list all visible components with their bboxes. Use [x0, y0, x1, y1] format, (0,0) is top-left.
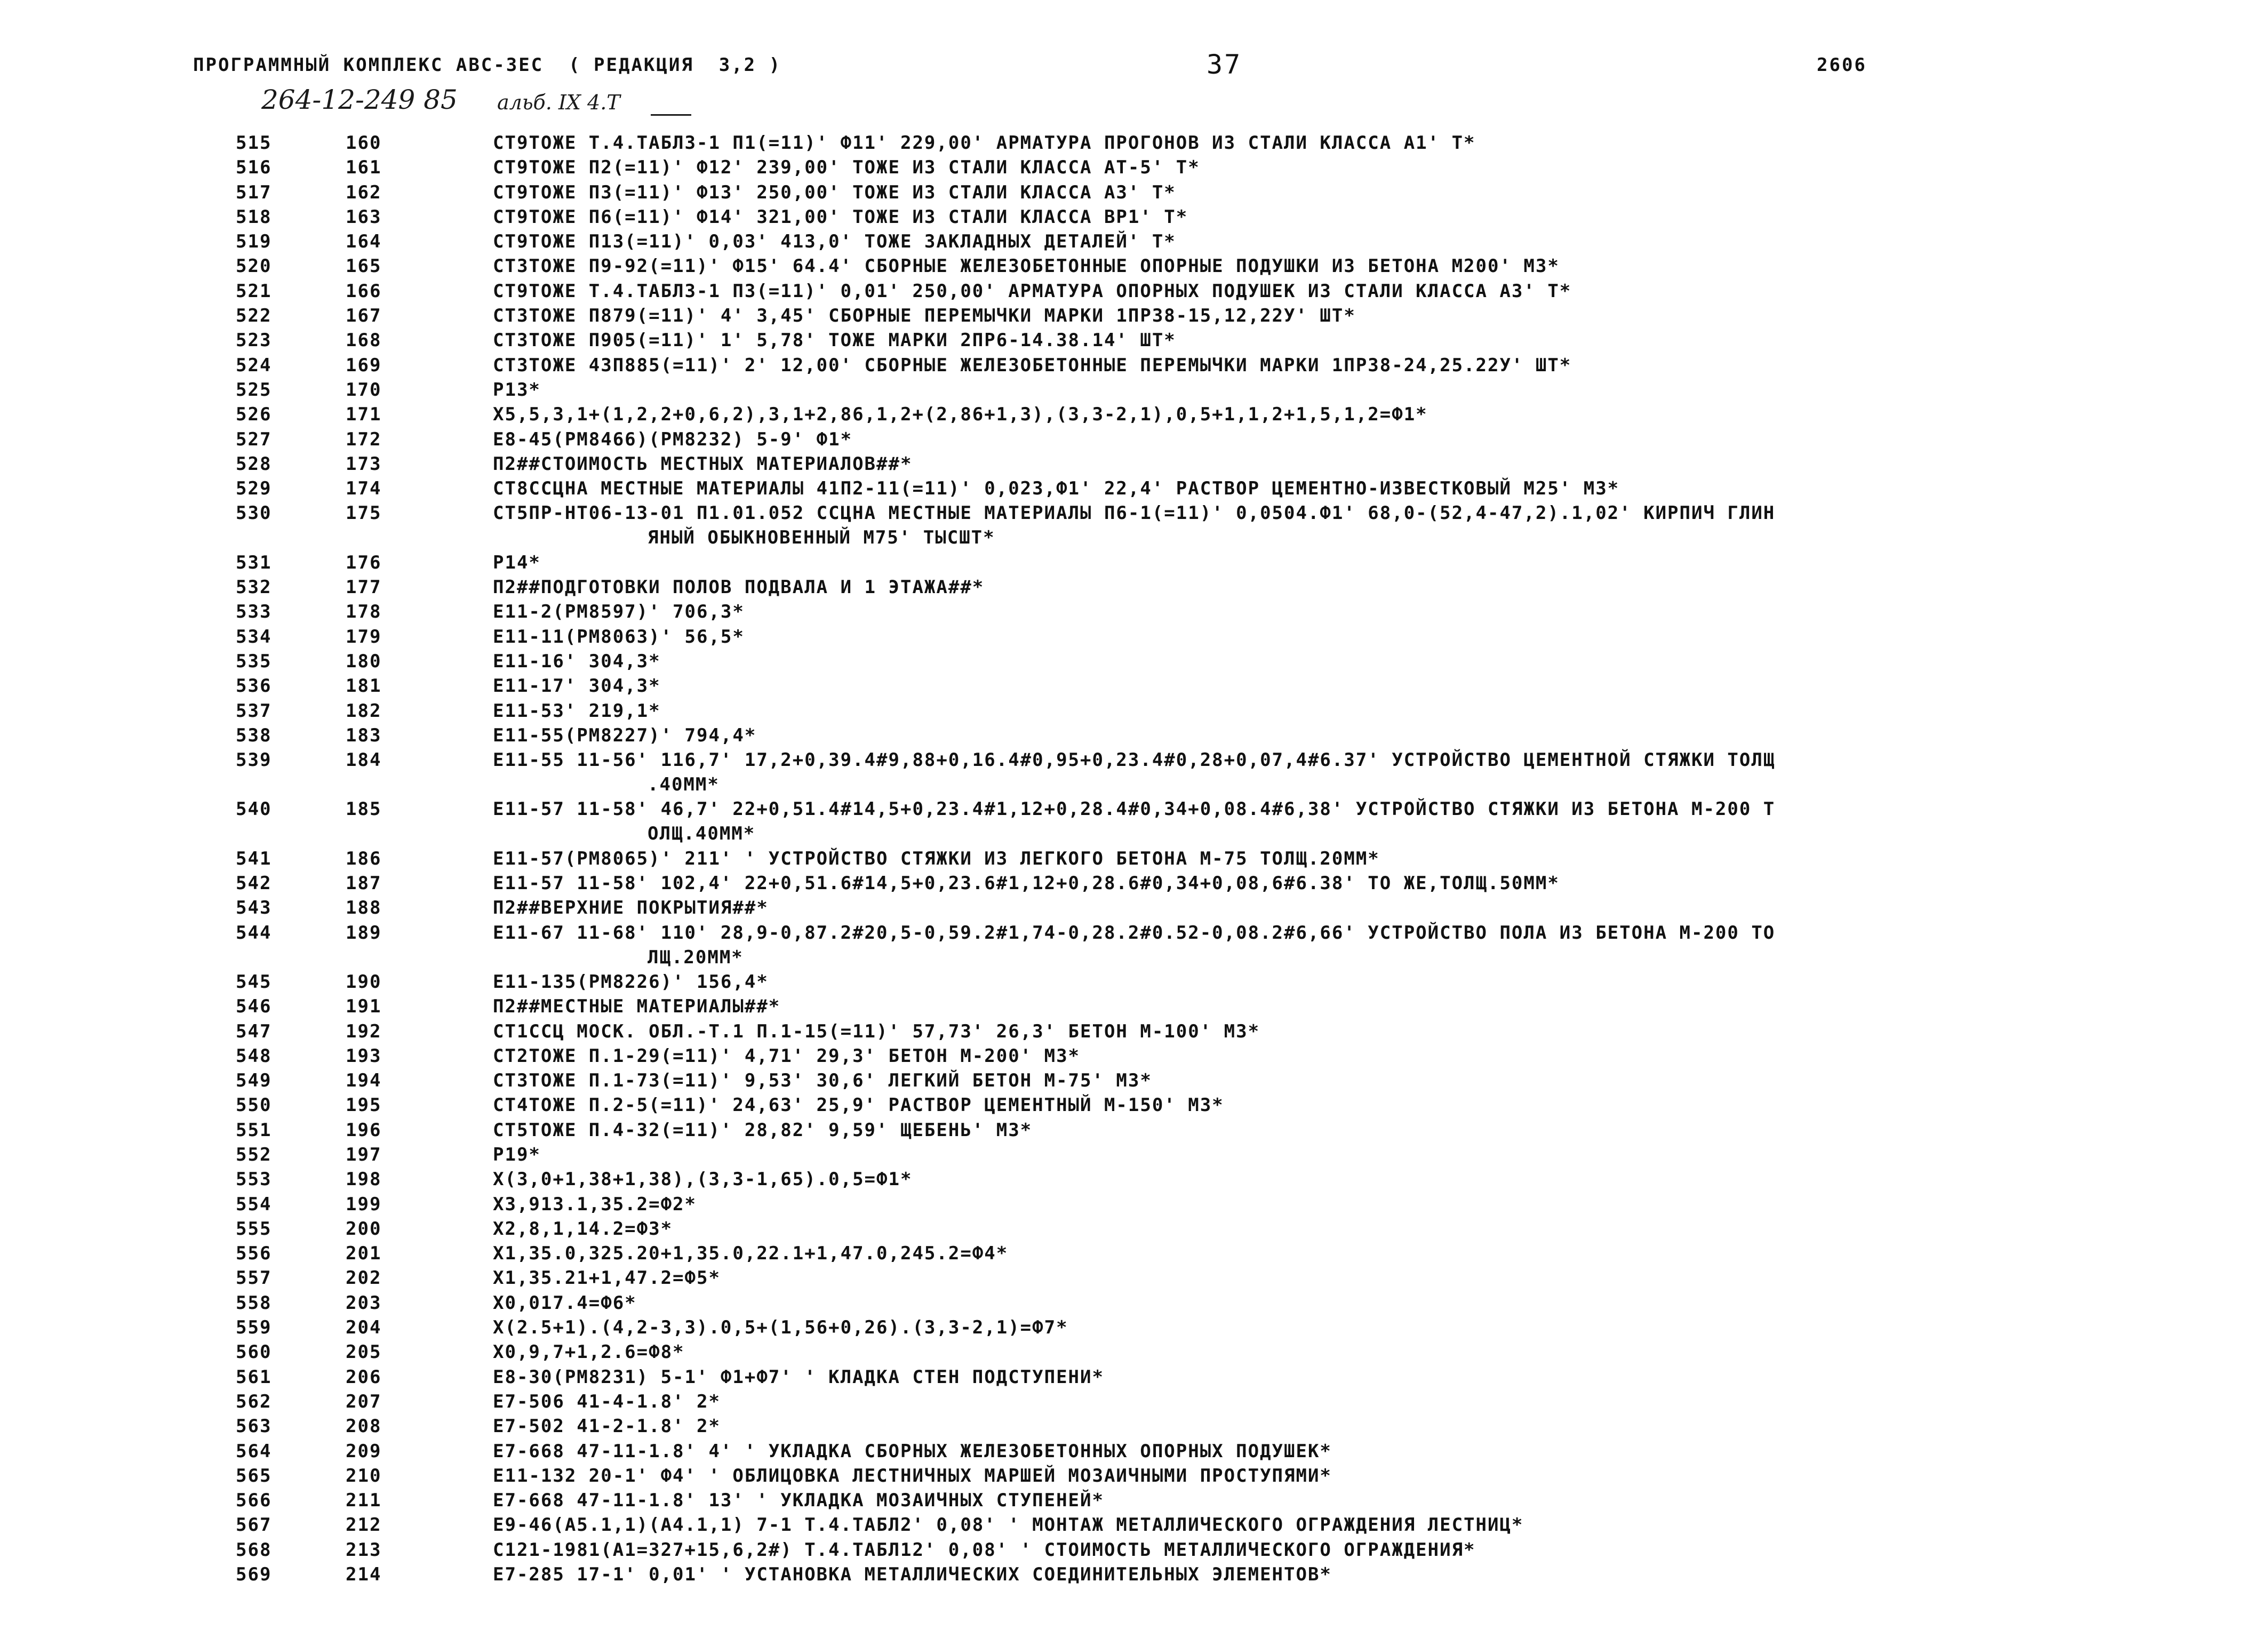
- line-number: 564: [236, 1440, 272, 1462]
- statement-text: СТ9ТОЖЕ П6(=11)' Ф14' 321,00' ТОЖЕ ИЗ СТАЛИ КЛАССА ВР1' Т*: [493, 206, 1188, 228]
- statement-text: Х0,017.4=Ф6*: [493, 1292, 637, 1314]
- statement-text: Х3,913.1,35.2=Ф2*: [493, 1193, 697, 1215]
- statement-number: 180: [346, 650, 382, 672]
- statement-number: 161: [346, 157, 382, 179]
- statement-number: 214: [346, 1564, 382, 1586]
- statement-text: Е11-17' 304,3*: [493, 675, 661, 697]
- statement-text: Е11-53' 219,1*: [493, 700, 661, 722]
- listing-row: [0, 996, 2268, 1020]
- statement-number: 207: [346, 1391, 382, 1412]
- listing-row: [0, 478, 2268, 502]
- line-number: 562: [236, 1391, 272, 1412]
- statement-number: 197: [346, 1144, 382, 1165]
- listing-row: [0, 1441, 2268, 1465]
- statement-number: 199: [346, 1193, 382, 1215]
- statement-number: 164: [346, 231, 382, 253]
- statement-number: 182: [346, 700, 382, 722]
- listing-row: [0, 132, 2268, 157]
- statement-number: 201: [346, 1243, 382, 1265]
- listing-row: [0, 1144, 2268, 1169]
- statement-text: СТ9ТОЖЕ Т.4.ТАБЛ3-1 П3(=11)' 0,01' 250,00' АРМАТУРА ОПОРНЫХ ПОДУШЕК ИЗ СТАЛИ КЛАССА А3' Т*: [493, 280, 1572, 302]
- statement-text-continuation: ЯНЫЙ ОБЫКНОВЕННЫЙ М75' ТЫСШТ*: [648, 527, 995, 549]
- statement-number: 213: [346, 1539, 382, 1561]
- statement-text: Е7-668 47-11-1.8' 13' ' УКЛАДКА МОЗАИЧНЫХ СТУПЕНЕЙ*: [493, 1490, 1104, 1512]
- listing-row: [0, 725, 2268, 749]
- statement-text: Х5,5,3,1+(1,2,2+0,6,2),3,1+2,86,1,2+(2,86+1,3),(3,3-2,1),0,5+1,1,2+1,5,1,2=Ф1*: [493, 404, 1428, 426]
- statement-number: 168: [346, 330, 382, 351]
- listing-row: [0, 749, 2268, 798]
- listing-row: [0, 922, 2268, 971]
- statement-number: 205: [346, 1341, 382, 1363]
- statement-number: 184: [346, 749, 382, 771]
- listing-row: [0, 1465, 2268, 1490]
- listing-row: [0, 1194, 2268, 1218]
- statement-text: СТ3ТОЖЕ П9-92(=11)' Ф15' 64.4' СБОРНЫЕ ЖЕЛЕЗОБЕТОННЫЕ ОПОРНЫЕ ПОДУШКИ ИЗ БЕТОНА М200' М3*: [493, 255, 1560, 277]
- statement-number: 200: [346, 1218, 382, 1240]
- handwritten-album-label: альб. IX 4.T: [497, 91, 620, 114]
- line-number: 544: [236, 922, 272, 944]
- line-number: 556: [236, 1243, 272, 1265]
- line-number: 567: [236, 1514, 272, 1536]
- listing-row: [0, 1514, 2268, 1539]
- line-number: 531: [236, 552, 272, 573]
- statement-text-continuation: ОЛЩ.40ММ*: [648, 823, 756, 845]
- line-number: 540: [236, 798, 272, 820]
- listing-row: [0, 626, 2268, 651]
- statement-number: 204: [346, 1317, 382, 1339]
- statement-text: СТ8ССЦНА МЕСТНЫЕ МАТЕРИАЛЫ 41П2-11(=11)' 0,023,Ф1' 22,4' РАСТВОР ЦЕМЕНТНО-ИЗВЕСТКОВЫЙ М25' М3*: [493, 478, 1620, 500]
- statement-number: 175: [346, 502, 382, 524]
- line-number: 566: [236, 1490, 272, 1512]
- statement-text: Е11-11(РМ8063)' 56,5*: [493, 626, 745, 648]
- listing-row: [0, 281, 2268, 305]
- listing-row: [0, 1341, 2268, 1366]
- program-listing: [0, 132, 2268, 1588]
- listing-row: [0, 355, 2268, 379]
- statement-text: Е11-135(РМ8226)' 156,4*: [493, 971, 769, 993]
- listing-row: [0, 429, 2268, 453]
- listing-row: [0, 897, 2268, 922]
- statement-number: 185: [346, 798, 382, 820]
- listing-row: [0, 404, 2268, 428]
- statement-number: 166: [346, 280, 382, 302]
- listing-row: [0, 848, 2268, 873]
- listing-row: [0, 1391, 2268, 1416]
- line-number: 543: [236, 897, 272, 919]
- line-number: 525: [236, 379, 272, 401]
- statement-number: 170: [346, 379, 382, 401]
- statement-number: 179: [346, 626, 382, 648]
- listing-row: [0, 1416, 2268, 1440]
- statement-text: Е11-16' 304,3*: [493, 650, 661, 672]
- line-number: 559: [236, 1317, 272, 1339]
- statement-text: СТ4ТОЖЕ П.2-5(=11)' 24,63' 25,9' РАСТВОР ЦЕМЕНТНЫЙ М-150' М3*: [493, 1094, 1224, 1116]
- statement-number: 194: [346, 1070, 382, 1092]
- line-number: 546: [236, 996, 272, 1018]
- listing-row: [0, 601, 2268, 626]
- line-number: 568: [236, 1539, 272, 1561]
- statement-text: Х0,9,7+1,2.6=Ф8*: [493, 1341, 685, 1363]
- statement-number: 209: [346, 1440, 382, 1462]
- line-number: 519: [236, 231, 272, 253]
- line-number: 542: [236, 873, 272, 894]
- statement-number: 174: [346, 478, 382, 500]
- listing-row: [0, 305, 2268, 330]
- handwritten-underline: [651, 114, 691, 116]
- statement-number: 189: [346, 922, 382, 944]
- line-number: 560: [236, 1341, 272, 1363]
- line-number: 537: [236, 700, 272, 722]
- line-number: 535: [236, 650, 272, 672]
- statement-text: П2##ВЕРХНИЕ ПОКРЫТИЯ##*: [493, 897, 769, 919]
- statement-text-continuation: ЛЩ.20ММ*: [648, 946, 744, 968]
- line-number: 529: [236, 478, 272, 500]
- listing-row: [0, 1120, 2268, 1144]
- statement-number: 176: [346, 552, 382, 573]
- statement-text: СТ3ТОЖЕ 43П885(=11)' 2' 12,00' СБОРНЫЕ ЖЕЛЕЗОБЕТОННЫЕ ПЕРЕМЫЧКИ МАРКИ 1ПР38-24,25.22У' ШТ*: [493, 354, 1572, 376]
- listing-row: [0, 330, 2268, 354]
- statement-number: 203: [346, 1292, 382, 1314]
- statement-number: 172: [346, 428, 382, 450]
- statement-text: СТ3ТОЖЕ П.1-73(=11)' 9,53' 30,6' ЛЕГКИЙ БЕТОН М-75' М3*: [493, 1070, 1152, 1092]
- listing-row: [0, 255, 2268, 280]
- line-number: 541: [236, 848, 272, 869]
- line-number: 522: [236, 305, 272, 327]
- line-number: 520: [236, 255, 272, 277]
- line-number: 558: [236, 1292, 272, 1314]
- listing-row: [0, 1094, 2268, 1119]
- listing-row: [0, 1317, 2268, 1341]
- statement-number: 193: [346, 1045, 382, 1067]
- statement-text: Е11-67 11-68' 110' 28,9-0,87.2#20,5-0,59.2#1,74-0,28.2#0.52-0,08.2#6,66' УСТРОЙСТВО ПОЛА ИЗ БЕТОНА М-200 ТО: [493, 922, 1776, 944]
- handwritten-code: 264-12-249 85: [261, 84, 458, 115]
- statement-text: Е9-46(А5.1,1)(А4.1,1) 7-1 Т.4.ТАБЛ2' 0,08' ' МОНТАЖ МЕТАЛЛИЧЕСКОГО ОГРАЖДЕНИЯ ЛЕСТНИЦ*: [493, 1514, 1524, 1536]
- statement-text: Е7-502 41-2-1.8' 2*: [493, 1416, 721, 1437]
- statement-text: СТ9ТОЖЕ П3(=11)' Ф13' 250,00' ТОЖЕ ИЗ СТАЛИ КЛАССА А3' Т*: [493, 181, 1176, 203]
- statement-text: Р13*: [493, 379, 541, 401]
- listing-row: [0, 1070, 2268, 1094]
- statement-number: 191: [346, 996, 382, 1018]
- statement-text: Х1,35.21+1,47.2=Ф5*: [493, 1267, 721, 1289]
- line-number: 555: [236, 1218, 272, 1240]
- line-number: 530: [236, 502, 272, 524]
- line-number: 554: [236, 1193, 272, 1215]
- statement-text: Е11-2(РМ8597)' 706,3*: [493, 601, 745, 623]
- statement-number: 206: [346, 1366, 382, 1388]
- line-number: 551: [236, 1119, 272, 1141]
- statement-text: П2##МЕСТНЫЕ МАТЕРИАЛЫ##*: [493, 996, 781, 1018]
- line-number: 545: [236, 971, 272, 993]
- listing-row: [0, 502, 2268, 552]
- statement-number: 192: [346, 1020, 382, 1042]
- statement-number: 162: [346, 181, 382, 203]
- listing-row: [0, 577, 2268, 601]
- line-number: 516: [236, 157, 272, 179]
- listing-row: [0, 1292, 2268, 1317]
- page-number: 37: [1207, 49, 1242, 80]
- statement-number: 212: [346, 1514, 382, 1536]
- line-number: 524: [236, 354, 272, 376]
- statement-text: Е7-668 47-11-1.8' 4' ' УКЛАДКА СБОРНЫХ ЖЕЛЕЗОБЕТОННЫХ ОПОРНЫХ ПОДУШЕК*: [493, 1440, 1332, 1462]
- statement-number: 183: [346, 724, 382, 746]
- statement-number: 163: [346, 206, 382, 228]
- listing-row: [0, 157, 2268, 181]
- line-number: 538: [236, 724, 272, 746]
- statement-text: СТ9ТОЖЕ П2(=11)' Ф12' 239,00' ТОЖЕ ИЗ СТАЛИ КЛАССА АТ-5' Т*: [493, 157, 1200, 179]
- line-number: 557: [236, 1267, 272, 1289]
- line-number: 527: [236, 428, 272, 450]
- statement-number: 160: [346, 132, 382, 154]
- line-number: 528: [236, 453, 272, 475]
- listing-row: [0, 700, 2268, 725]
- line-number: 532: [236, 577, 272, 598]
- listing-row: [0, 1539, 2268, 1564]
- line-number: 534: [236, 626, 272, 648]
- listing-row: [0, 379, 2268, 404]
- statement-text: Е11-57 11-58' 102,4' 22+0,51.6#14,5+0,23.6#1,12+0,28.6#0,34+0,08,6#6.38' ТО ЖЕ,ТОЛЩ.50ММ*: [493, 873, 1560, 894]
- listing-row: [0, 675, 2268, 700]
- statement-text: Е11-132 20-1' Ф4' ' ОБЛИЦОВКА ЛЕСТНИЧНЫХ МАРШЕЙ МОЗАИЧНЫМИ ПРОСТУПЯМИ*: [493, 1465, 1332, 1487]
- listing-row: [0, 1490, 2268, 1514]
- statement-text: П2##ПОДГОТОВКИ ПОЛОВ ПОДВАЛА И 1 ЭТАЖА##*: [493, 577, 985, 598]
- statement-text: СТ9ТОЖЕ Т.4.ТАБЛ3-1 П1(=11)' Ф11' 229,00' АРМАТУРА ПРОГОНОВ ИЗ СТАЛИ КЛАССА А1' Т*: [493, 132, 1476, 154]
- listing-row: [0, 1218, 2268, 1243]
- line-number: 561: [236, 1366, 272, 1388]
- statement-number: 186: [346, 848, 382, 869]
- statement-text: СТ3ТОЖЕ П879(=11)' 4' 3,45' СБОРНЫЕ ПЕРЕМЫЧКИ МАРКИ 1ПР38-15,12,22У' ШТ*: [493, 305, 1356, 327]
- statement-text: Х(3,0+1,38+1,38),(3,3-1,65).0,5=Ф1*: [493, 1169, 913, 1190]
- listing-row: [0, 552, 2268, 577]
- statement-text: Х1,35.0,325.20+1,35.0,22.1+1,47.0,245.2=Ф4*: [493, 1243, 1009, 1265]
- statement-text: СТ3ТОЖЕ П905(=11)' 1' 5,78' ТОЖЕ МАРКИ 2ПР6-14.38.14' ШТ*: [493, 330, 1176, 351]
- statement-text: П2##СТОИМОСТЬ МЕСТНЫХ МАТЕРИАЛОВ##*: [493, 453, 913, 475]
- line-number: 517: [236, 181, 272, 203]
- listing-row: [0, 1367, 2268, 1391]
- statement-text: Е11-57(РМ8065)' 211' ' УСТРОЙСТВО СТЯЖКИ ИЗ ЛЕГКОГО БЕТОНА М-75 ТОЛЩ.20ММ*: [493, 848, 1380, 869]
- statement-text: СТ9ТОЖЕ П13(=11)' 0,03' 413,0' ТОЖЕ ЗАКЛАДНЫХ ДЕТАЛЕЙ' Т*: [493, 231, 1176, 253]
- statement-text-continuation: .40ММ*: [648, 774, 720, 796]
- statement-text: СТ5ТОЖЕ П.4-32(=11)' 28,82' 9,59' ЩЕБЕНЬ' М3*: [493, 1119, 1033, 1141]
- statement-text: Е8-30(РМ8231) 5-1' Ф1+Ф7' ' КЛАДКА СТЕН ПОДСТУПЕНИ*: [493, 1366, 1104, 1388]
- listing-row: [0, 1243, 2268, 1267]
- line-number: 518: [236, 206, 272, 228]
- statement-text: Е7-506 41-4-1.8' 2*: [493, 1391, 721, 1412]
- statement-number: 171: [346, 404, 382, 426]
- line-number: 526: [236, 404, 272, 426]
- listing-row: [0, 971, 2268, 996]
- statement-text: Е11-57 11-58' 46,7' 22+0,51.4#14,5+0,23.4#1,12+0,28.4#0,34+0,08.4#6,38' УСТРОЙСТВО СТЯЖКИ ИЗ БЕТОНА М-200 Т: [493, 798, 1776, 820]
- statement-text: Х2,8,1,14.2=Ф3*: [493, 1218, 673, 1240]
- listing-row: [0, 206, 2268, 231]
- statement-number: 178: [346, 601, 382, 623]
- line-number: 536: [236, 675, 272, 697]
- line-number: 515: [236, 132, 272, 154]
- listing-row: [0, 1169, 2268, 1193]
- statement-number: 190: [346, 971, 382, 993]
- statement-text: Е7-285 17-1' 0,01' ' УСТАНОВКА МЕТАЛЛИЧЕСКИХ СОЕДИНИТЕЛЬНЫХ ЭЛЕМЕНТОВ*: [493, 1564, 1332, 1586]
- line-number: 569: [236, 1564, 272, 1586]
- statement-number: 210: [346, 1465, 382, 1487]
- line-number: 565: [236, 1465, 272, 1487]
- line-number: 563: [236, 1416, 272, 1437]
- statement-number: 169: [346, 354, 382, 376]
- header-program-title: ПРОГРАММНЫЙ КОМПЛЕКС АВС-ЗЕС ( РЕДАКЦИЯ 3,2 ): [193, 54, 782, 76]
- statement-number: 173: [346, 453, 382, 475]
- statement-number: 195: [346, 1094, 382, 1116]
- statement-number: 187: [346, 873, 382, 894]
- line-number: 547: [236, 1020, 272, 1042]
- statement-text: С121-1981(А1=327+15,6,2#) Т.4.ТАБЛ12' 0,08' ' СТОИМОСТЬ МЕТАЛЛИЧЕСКОГО ОГРАЖДЕНИЯ*: [493, 1539, 1476, 1561]
- line-number: 549: [236, 1070, 272, 1092]
- line-number: 548: [236, 1045, 272, 1067]
- line-number: 533: [236, 601, 272, 623]
- statement-text: Х(2.5+1).(4,2-3,3).0,5+(1,56+0,26).(3,3-2,1)=Ф7*: [493, 1317, 1068, 1339]
- statement-text: СТ2ТОЖЕ П.1-29(=11)' 4,71' 29,3' БЕТОН М-200' М3*: [493, 1045, 1081, 1067]
- statement-number: 177: [346, 577, 382, 598]
- statement-number: 208: [346, 1416, 382, 1437]
- document-number: 2606: [1817, 54, 1867, 76]
- statement-text: Е11-55(РМ8227)' 794,4*: [493, 724, 757, 746]
- statement-number: 181: [346, 675, 382, 697]
- listing-row: [0, 873, 2268, 897]
- statement-number: 202: [346, 1267, 382, 1289]
- line-number: 553: [236, 1169, 272, 1190]
- listing-row: [0, 182, 2268, 206]
- statement-text: СТ5ПР-НТ06-13-01 П1.01.052 ССЦНА МЕСТНЫЕ МАТЕРИАЛЫ П6-1(=11)' 0,0504.Ф1' 68,0-(52,4-47,2).1,02' КИРПИЧ ГЛИН: [493, 502, 1776, 524]
- listing-row: [0, 453, 2268, 478]
- listing-row: [0, 651, 2268, 675]
- statement-number: 198: [346, 1169, 382, 1190]
- line-number: 521: [236, 280, 272, 302]
- listing-row: [0, 1267, 2268, 1292]
- listing-row: [0, 1045, 2268, 1070]
- statement-number: 188: [346, 897, 382, 919]
- statement-text: Е11-55 11-56' 116,7' 17,2+0,39.4#9,88+0,16.4#0,95+0,23.4#0,28+0,07,4#6.37' УСТРОЙСТВО ЦЕМЕНТНОЙ СТЯЖКИ ТОЛЩ: [493, 749, 1776, 771]
- statement-text: Р19*: [493, 1144, 541, 1165]
- listing-row: [0, 1564, 2268, 1588]
- statement-text: Р14*: [493, 552, 541, 573]
- statement-number: 167: [346, 305, 382, 327]
- statement-text: СТ1ССЦ МОСК. ОБЛ.-Т.1 П.1-15(=11)' 57,73' 26,3' БЕТОН М-100' М3*: [493, 1020, 1260, 1042]
- listing-row: [0, 231, 2268, 255]
- statement-number: 165: [346, 255, 382, 277]
- listing-row: [0, 798, 2268, 848]
- line-number: 552: [236, 1144, 272, 1165]
- statement-text: Е8-45(РМ8466)(РМ8232) 5-9' Ф1*: [493, 428, 853, 450]
- line-number: 550: [236, 1094, 272, 1116]
- listing-row: [0, 1021, 2268, 1045]
- line-number: 539: [236, 749, 272, 771]
- statement-number: 196: [346, 1119, 382, 1141]
- statement-number: 211: [346, 1490, 382, 1512]
- line-number: 523: [236, 330, 272, 351]
